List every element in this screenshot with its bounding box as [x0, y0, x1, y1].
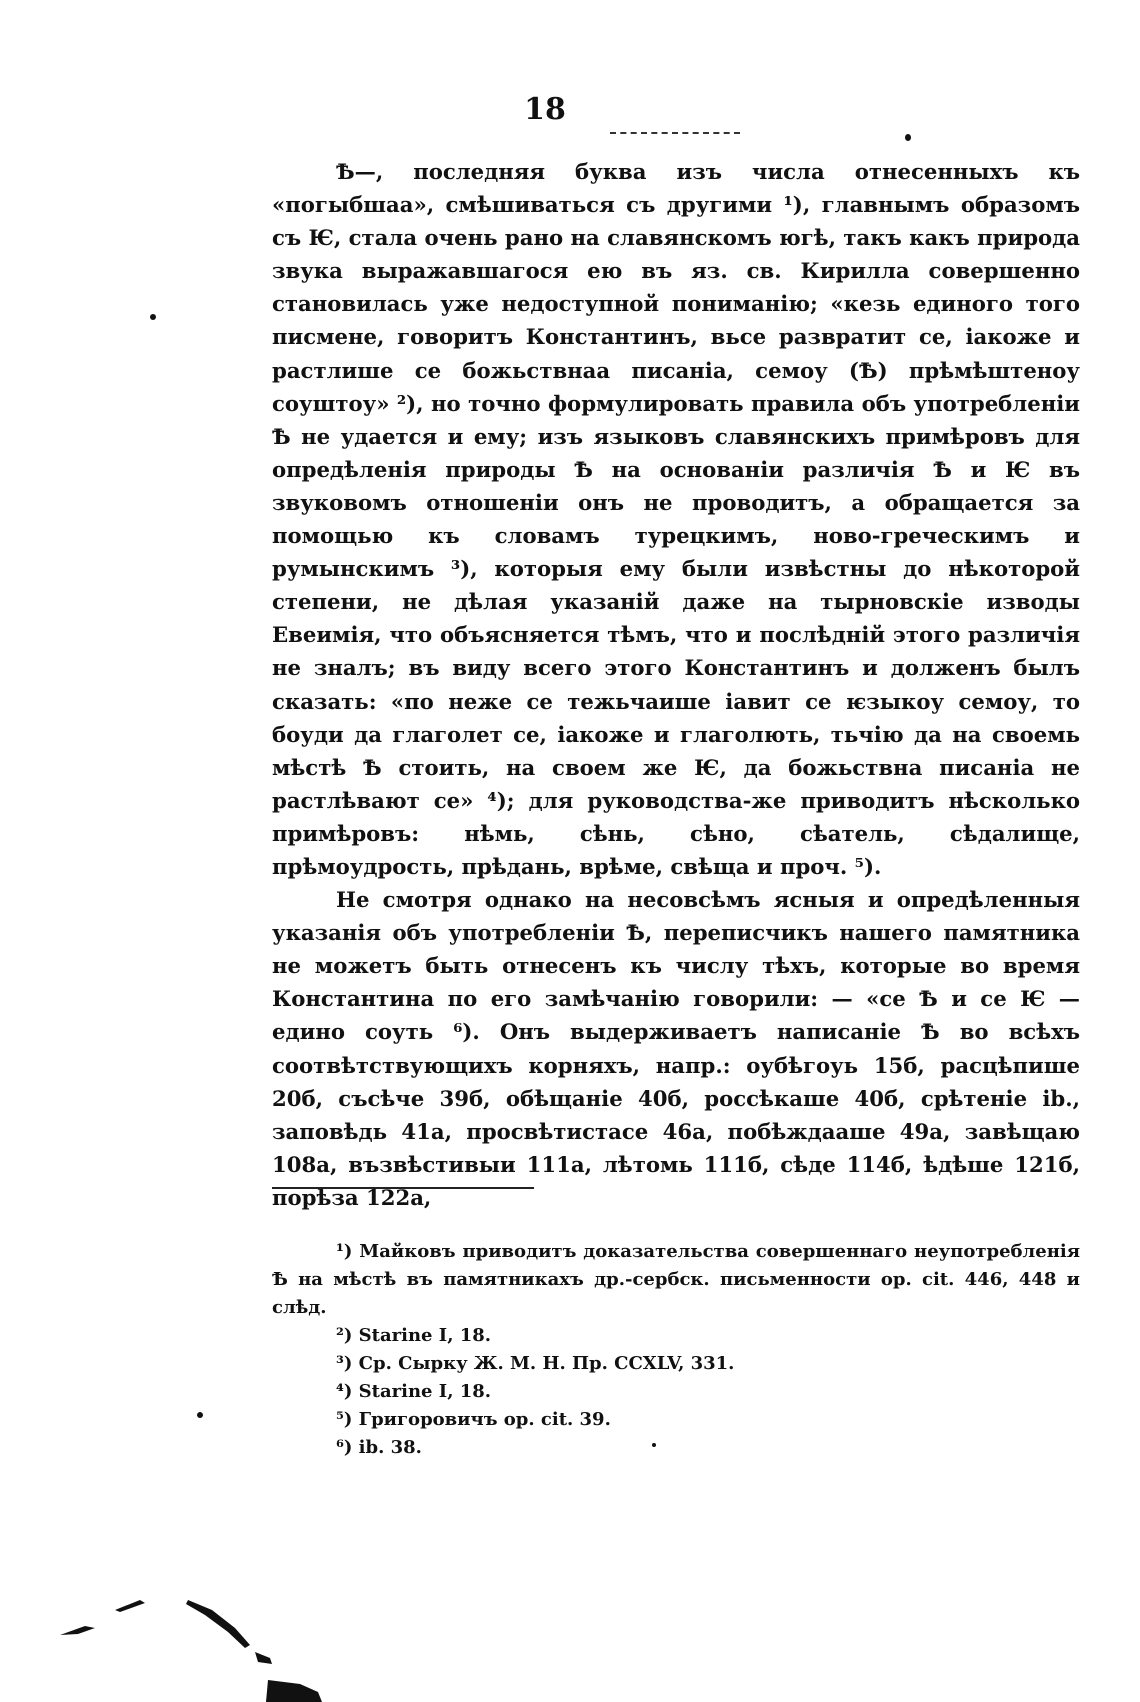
footnotes	[272, 1238, 1080, 1462]
footnote-2: ²) Starine I, 18.	[336, 1325, 492, 1346]
paragraph-1: Ѣ—, последняя буква изъ числа отнесенныхъ къ «погыбшаа», смѣшиваться съ другими ¹), главнымъ образомъ съ Ѥ, стала очень рано на славянскомъ югѣ, такъ какъ природа звука выражавшагося ею въ яз. св. Кирилла совершенно становилась уже недоступной пониманію; «кезь единого того писмене, говоритъ Константинъ, вьсе развратит се, іакоже и растлише се божьствнаа писаніа, семоу (Ѣ) прѣмѣштеноу соуштоу» ²), но точно формулировать правила объ употребленіи Ѣ не удается и ему; изъ языковъ славянскихъ примѣровъ для опредѣленія природы Ѣ на основаніи различія Ѣ и Ѥ въ звуковомъ отношеніи онъ не проводитъ, а обращается за помощью къ словамъ турецкимъ, ново-греческимъ и румынскимъ ³), которыя ему были извѣстны до нѣкоторой степени, не дѣлая указаній даже на тырновскіе изводы Евеимія, что объясняется тѣмъ, что и послѣдній этого различія не зналъ; въ виду всего этого Константинъ и долженъ былъ сказать: «по неже се тежьчаише іавит се ѥзыкоу семоу, то боуди да глаголет се, іакоже и глаголють, тьчію да на своемь мѣстѣ Ѣ стоить, на своем же Ѥ, да божьствна писаніа не растлѣвают се» ⁴); для руководства-же приводитъ нѣсколько примѣровъ: нѣмь, сѣнь, сѣно, сѣатель, сѣдалище, прѣмоудрость, прѣдань, врѣме, свѣща и проч. ⁵).	[272, 159, 1080, 879]
footnote-6: ⁶) ib. 38.	[336, 1437, 422, 1458]
scan-speck	[652, 1443, 656, 1447]
header-rule	[610, 132, 740, 134]
footnote-1: ¹) Майковъ приводитъ доказательства совершеннаго неупотребленія Ѣ на мѣстѣ въ памятникахъ др.-сербск. письменности op. cit. 446, 448 и слѣд.	[272, 1241, 1080, 1318]
scan-speck	[905, 134, 911, 141]
scan-speck	[150, 314, 156, 320]
footnote-3: ³) Ср. Сырку Ж. М. Н. Пр. CCXLV, 331.	[336, 1353, 735, 1374]
scan-speck	[197, 1412, 203, 1418]
page-number: 18	[524, 92, 566, 127]
footnote-5: ⁵) Григоровичъ op. cit. 39.	[336, 1409, 611, 1430]
footnote-4: ⁴) Starine I, 18.	[336, 1381, 492, 1402]
footnote-rule	[272, 1187, 534, 1189]
paragraph-2: Не смотря однако на несовсѣмъ ясныя и опредѣленныя указанія объ употребленіи Ѣ, переписчикъ нашего памятника не можетъ быть отнесенъ къ числу тѣхъ, которые во время Константина по его замѣчанію говорили: — «се Ѣ и се Ѥ — едино соуть ⁶). Онъ выдерживаетъ написаніе Ѣ во всѣхъ соотвѣтствующихъ корняхъ, напр.: оубѣгоуь 15б, расцѣпише 20б, съсѣче 39б, обѣщаніе 40б, россѣкаше 40б, срѣтеніе ib., заповѣдь 41а, просвѣтистасе 46а, побѣждааше 49а, завѣщаю 108а, възвѣстивыи 111а, лѣтомь 111б, сѣде 114б, ѣдѣше 121б, порѣза 122а,	[272, 887, 1080, 1210]
main-text	[272, 155, 1080, 1214]
